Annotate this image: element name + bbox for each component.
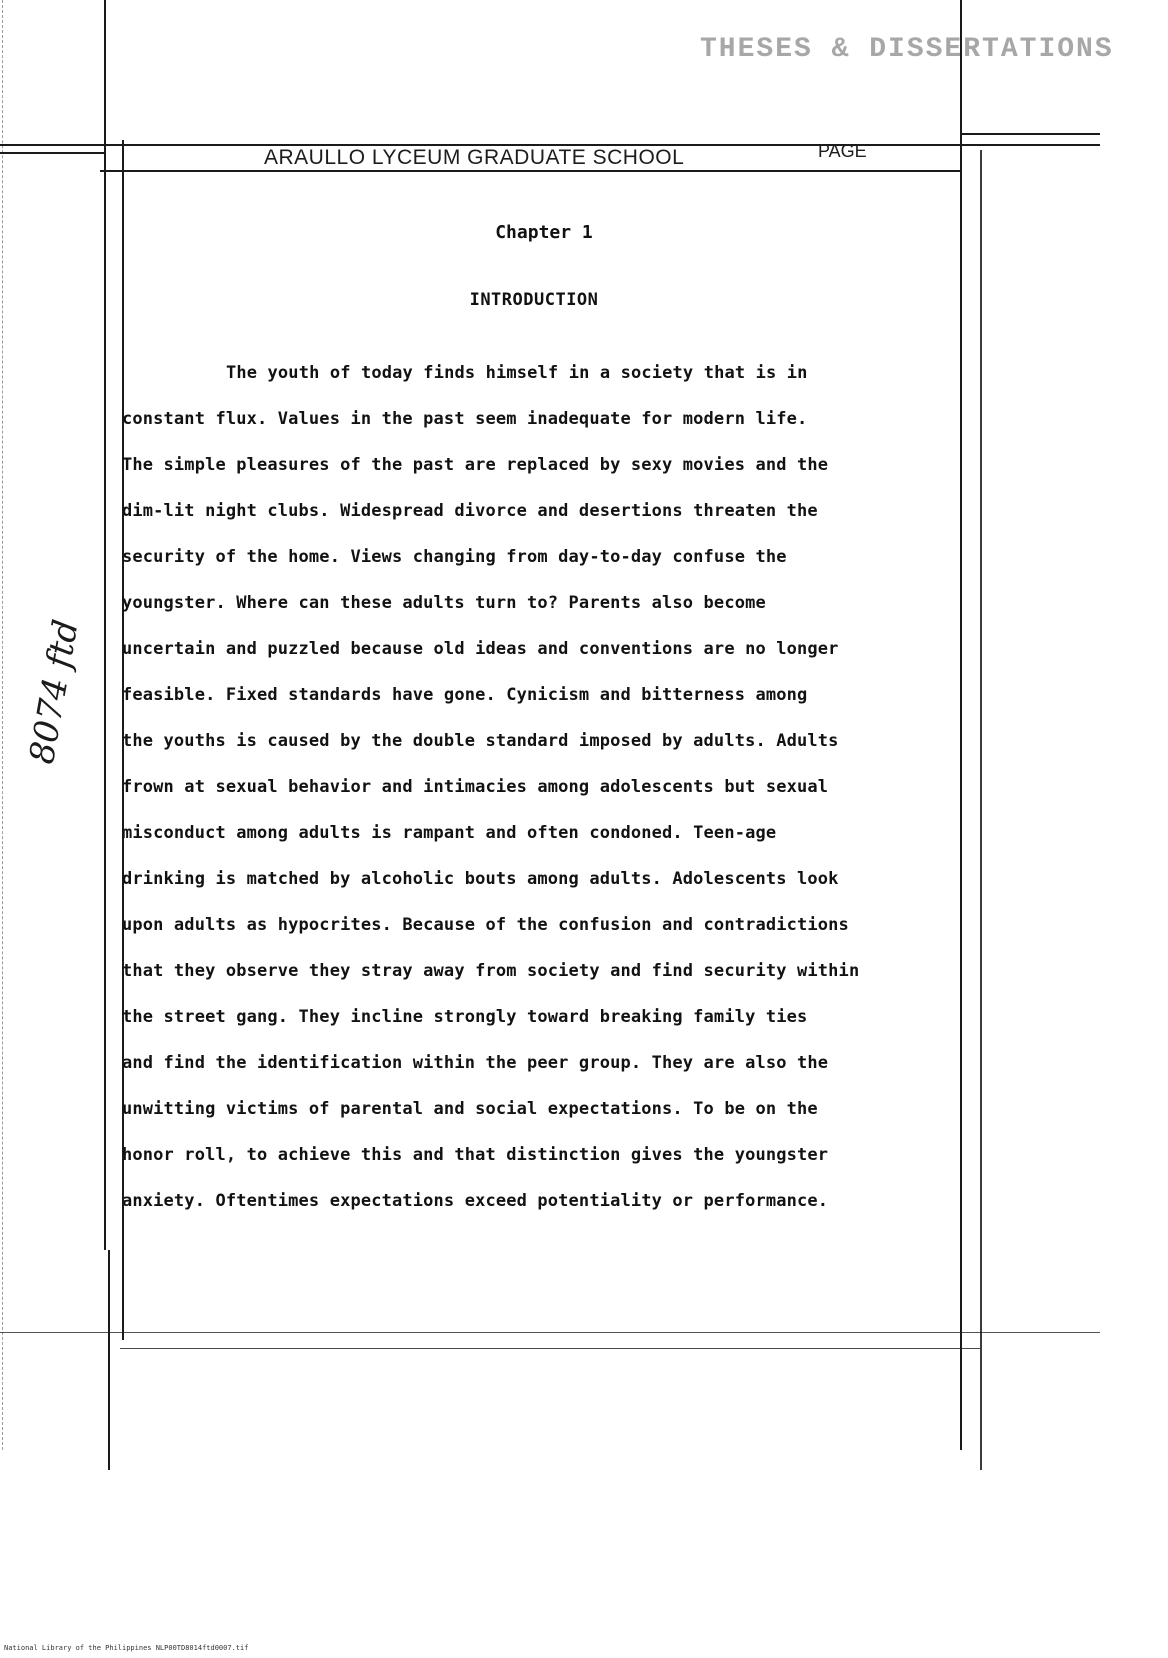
body-paragraph	[122, 360, 962, 1234]
page-label: PAGE	[818, 141, 867, 161]
header-rule-right-stub	[960, 133, 1100, 135]
handwritten-accession-note: 8074 ftd	[22, 616, 87, 767]
body-line: the street gang. They incline strongly toward breaking family ties	[122, 1007, 808, 1027]
body-line: drinking is matched by alcoholic bouts among adults. Adolescents look	[122, 869, 839, 889]
body-line: security of the home. Views changing from day-to-day confuse the	[122, 547, 787, 567]
scan-source-caption: National Library of the Philippines NLP00TD8014ftd0007.tif	[4, 1644, 249, 1652]
header-rule-left-stub	[0, 152, 105, 154]
body-line: honor roll, to achieve this and that distinction gives the youngster	[122, 1145, 829, 1165]
body-line: The simple pleasures of the past are replaced by sexy movies and the	[122, 455, 829, 475]
school-name: ARAULLO LYCEUM GRADUATE SCHOOL	[264, 146, 685, 169]
body-line: misconduct among adults is rampant and often condoned. Teen-age	[122, 823, 777, 843]
chapter-number: Chapter 1	[495, 222, 593, 243]
chapter-heading	[0, 222, 1168, 243]
body-line: frown at sexual behavior and intimacies among adolescents but sexual	[122, 777, 829, 797]
section-title	[0, 290, 1168, 310]
body-line: upon adults as hypocrites. Because of the confusion and contradictions	[122, 915, 849, 935]
footer-rule-bottom	[120, 1348, 980, 1349]
left-margin-rule-outer-lower	[108, 1250, 110, 1470]
body-line: anxiety. Oftentimes expectations exceed potentiality or performance.	[122, 1191, 829, 1211]
body-line: and find the identification within the peer group. They are also the	[122, 1053, 829, 1073]
body-line: unwitting victims of parental and social expectations. To be on the	[122, 1099, 818, 1119]
body-line: the youths is caused by the double standard imposed by adults. Adults	[122, 731, 839, 751]
section-title-text: INTRODUCTION	[469, 290, 599, 310]
body-line: youngster. Where can these adults turn to? Parents also become	[122, 593, 766, 613]
body-line: dim-lit night clubs. Widespread divorce and desertions threaten the	[122, 501, 818, 521]
left-margin-rule-outer	[104, 0, 106, 1250]
footer-rule-top	[0, 1332, 1100, 1333]
body-line: feasible. Fixed standards have gone. Cynicism and bitterness among	[122, 685, 808, 705]
header-rule-bottom	[100, 170, 960, 172]
scan-edge-marks	[2, 0, 6, 1450]
body-line: constant flux. Values in the past seem inadequate for modern life.	[122, 409, 808, 429]
right-margin-rule-outer	[980, 150, 982, 1470]
archive-stamp: THESES & DISSERTATIONS	[700, 34, 1114, 65]
body-line: that they observe they stray away from society and find security within	[122, 961, 860, 981]
body-line: The youth of today finds himself in a society that is in	[226, 363, 808, 383]
body-line: uncertain and puzzled because old ideas and conventions are no longer	[122, 639, 839, 659]
